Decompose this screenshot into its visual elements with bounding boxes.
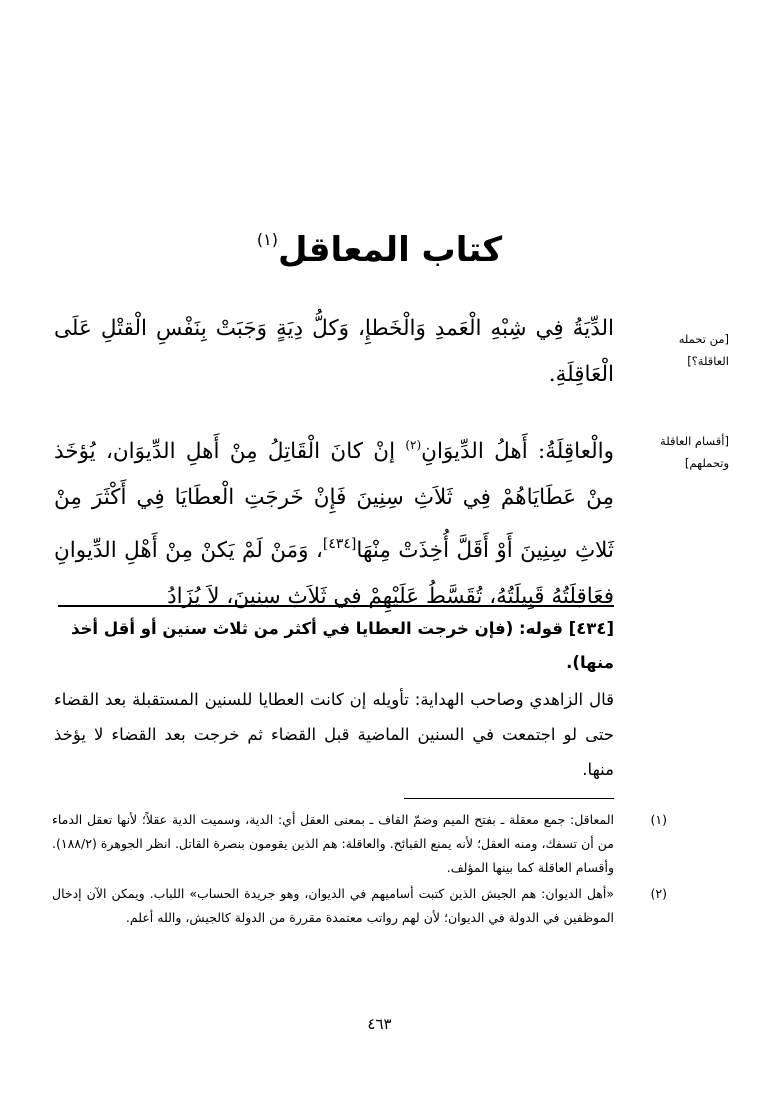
title-footnote-ref[interactable]: (١): [256, 230, 278, 249]
footnote-1: [52, 808, 667, 880]
chapter-title: [0, 212, 759, 278]
para2-part-c: ، وَمَنْ لَمْ يَكنْ مِنْ أَهْلِ الدِّيوانِ فعَاقِلَتُهُ قَبِيلَتُهُ، تُقَسَّطُ عَلَيْهِمْ فِي ثَلاَثِ سِنِينَ، لاَ يُزَادُ: [54, 538, 614, 609]
main-paragraph-2: [54, 422, 614, 620]
para2-part-a: والْعاقِلَةُ: أَهلُ الدِّيوَانِ: [421, 439, 615, 464]
footnote-1-number: (١): [650, 812, 667, 827]
para2-footnote-ref[interactable]: (٢): [405, 438, 422, 452]
footnote-divider: [404, 798, 614, 799]
main-paragraph-1: الدِّيَةُ فِي شِبْهِ الْعَمدِ وَالْخَطإِ، وَكلُّ دِيَةٍ وَجَبَتْ بِنَفْسِ الْقتْلِ عَلَى الْعَاقِلَةِ.: [54, 316, 614, 387]
footnote-1-text: المعاقل: جمع معقلة ـ بفتح الميم وضمّ القاف ـ بمعنى العقل أي: الدية، وسميت الدية عقلاً؛ لأنها تعقل الدماء من أن تسفك، ومنه العقل؛ لأنه يمنع القبائح. والعاقلة: هم الذين يقومون بنصرة القاتل. انظر الجوهرة (١٨٨/٢). وأقسام العاقلة كما بينها المؤلف.: [52, 812, 614, 875]
footnote-2-text: «أهل الديوان: هم الجيش الذين كتبت أساميهم في الديوان، وهو جريدة الحساب» اللباب. ويمكن الآن إدخال الموظفين في الدولة في الديوان؛ لأن لهم رواتب معتمدة مقررة من الدولة كالجيش، والله أعلم.: [52, 886, 614, 925]
footnotes: [52, 808, 667, 932]
commentary-divider: [58, 605, 614, 607]
page-number: ٤٦٣: [367, 1015, 392, 1033]
margin-note-1: [من تحمله العاقلة؟]: [678, 332, 729, 368]
commentary-heading: [٤٣٤] قوله: (فإن خرجت العطايا في أكثر من ثلاث سنين أو أقل أخذ منها).: [71, 619, 614, 672]
commentary-ref[interactable]: [٤٣٤]: [322, 536, 357, 552]
chapter-title-text: كتاب المعاقل: [277, 230, 503, 270]
para2-part-b: إنْ كانَ الْقَاتِلُ مِنْ أَهلِ الدِّيوَان، يُؤخَذ مِنْ عَطَايَاهُمْ فِي ثَلاَثِ سِنِينَ فَإِنْ خَرجَتِ الْعطَايَا فِي أَكْثَرَ مِنْ ثَلاثِ سِنِينَ أَوْ أَقَلَّ أُخِذَتْ مِنْهَا: [54, 439, 614, 563]
footnote-2-number: (٢): [650, 886, 667, 901]
footnote-2: [52, 882, 667, 930]
commentary-body: قال الزاهدي وصاحب الهداية: تأويله إن كانت العطايا للسنين المستقبلة بعد القضاء حتى لو اجتمعت في السنين الماضية قبل القضاء ثم خرجت بعد القضاء لا يؤخذ منها.: [54, 690, 614, 779]
margin-note-2: [أقسام العاقلة وتحملهم]: [660, 434, 729, 470]
